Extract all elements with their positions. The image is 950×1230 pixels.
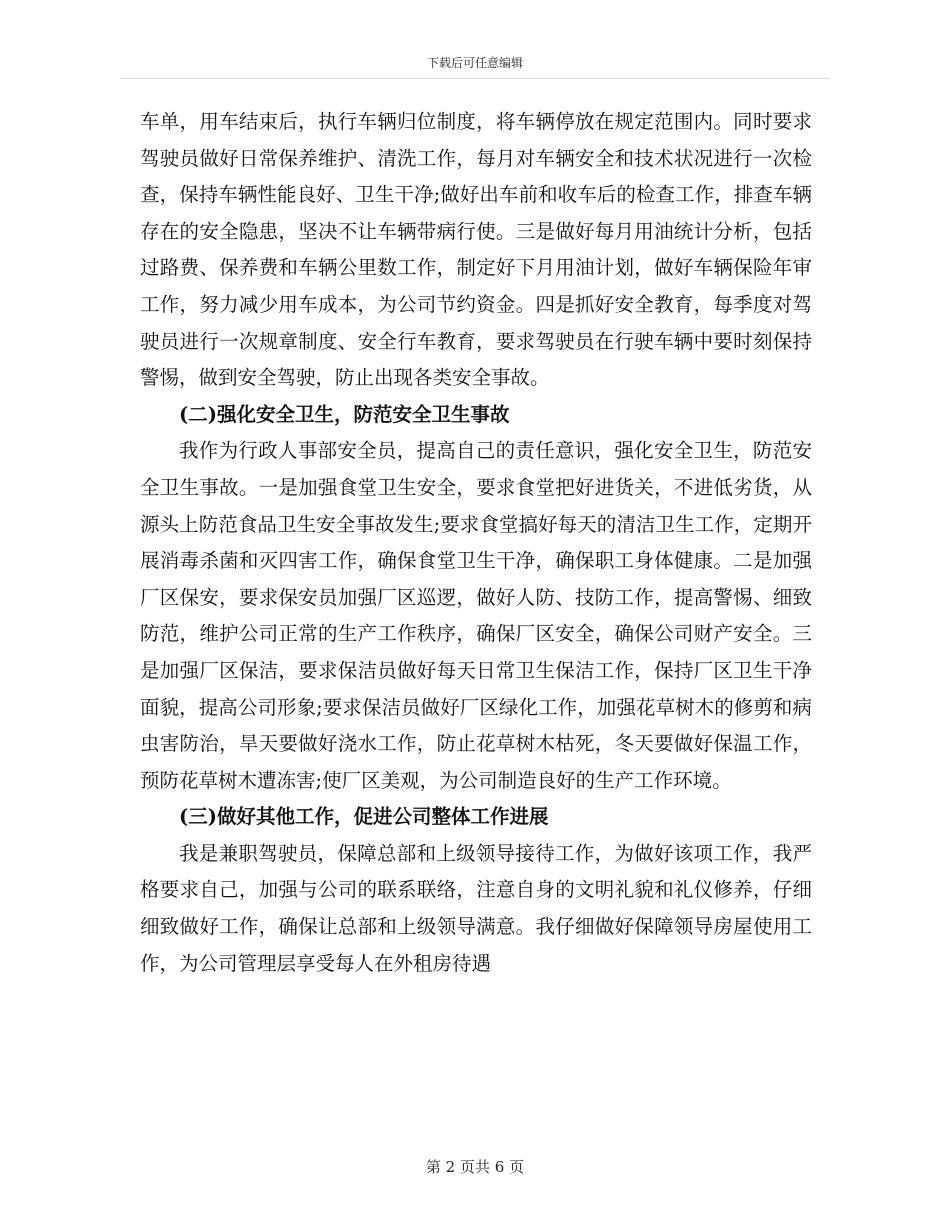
paragraph-vehicle-management: 车单，用车结束后，执行车辆归位制度，将车辆停放在规定范围内。同时要求驾驶员做好日常保养维护、清洗工作，每月对车辆安全和技术状况进行一次检查，保持车辆性能良好、卫生干净;做好出车前和收车后的检查工作，排查车辆存在的安全隐患，坚决不让车辆带病行使。三是做好每月用油统计分析，包括过路费、保养费和车辆公里数工作，制定好下月用油计划，做好车辆保险年审工作，努力减少用车成本，为公司节约资金。四是抓好安全教育，每季度对驾驶员进行一次规章制度、安全行车教育，要求驾驶员在行驶车辆中要时刻保持警惕，做到安全驾驶，防止出现各类安全事故。 [140, 110, 812, 390]
section-heading-other-work: (三)做好其他工作，促进公司整体工作进展 [179, 805, 549, 829]
document-body [140, 104, 812, 982]
page-footer: 第 2 页共 6 页 [425, 1158, 525, 1176]
header-divider [120, 78, 830, 79]
page-header: 下载后可任意编辑 [426, 56, 523, 70]
section-heading-safety-hygiene: (二)强化安全卫生，防范安全卫生事故 [179, 402, 510, 426]
paragraph-other-work: 我是兼职驾驶员，保障总部和上级领导接待工作，为做好该项工作，我严格要求自己，加强与公司的联系联络，注意自身的文明礼貌和礼仪修养，仔细细致做好工作，确保让总部和上级领导满意。我仔细做好保障领导房屋使用工作，为公司管理层享受每人在外租房待遇 [140, 841, 812, 975]
paragraph-safety-hygiene: 我作为行政人事部安全员，提高自己的责任意识，强化安全卫生，防范安全卫生事故。一是加强食堂卫生安全，要求食堂把好进货关，不进低劣货，从源头上防范食品卫生安全事故发生;要求食堂搞好每天的清洁卫生工作，定期开展消毒杀菌和灭四害工作，确保食堂卫生干净，确保职工身体健康。二是加强厂区保安，要求保安员加强厂区巡逻，做好人防、技防工作，提高警惕、细致防范，维护公司正常的生产工作秩序，确保厂区安全，确保公司财产安全。三是加强厂区保洁，要求保洁员做好每天日常卫生保洁工作，保持厂区卫生干净面貌，提高公司形象;要求保洁员做好厂区绿化工作，加强花草树木的修剪和病虫害防治，旱天要做好浇水工作，防止花草树木枯死，冬天要做好保温工作，预防花草树木遭冻害;使厂区美观，为公司制造良好的生产工作环境。 [140, 439, 812, 792]
